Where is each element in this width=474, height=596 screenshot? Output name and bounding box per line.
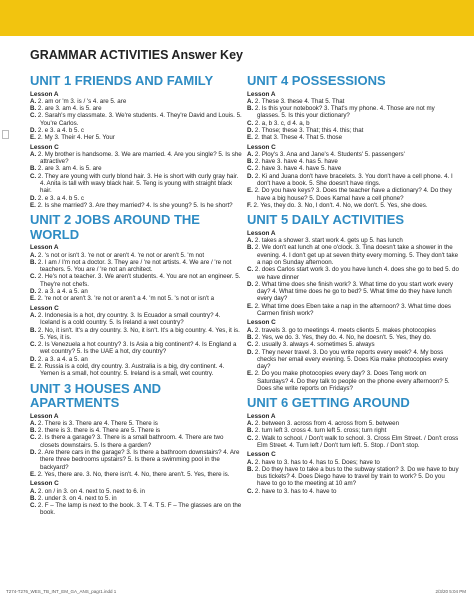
exercise-letter: C. — [30, 112, 37, 120]
answer-row — [247, 334, 459, 341]
lesson-label: Lesson A — [247, 90, 276, 98]
answer-row — [247, 349, 459, 371]
exercise-letter: B. — [30, 258, 37, 266]
answer-row — [30, 434, 242, 449]
lesson-label: Lesson A — [247, 412, 276, 420]
exercise-letter: B. — [30, 326, 37, 334]
exercise-letter: E. — [30, 363, 36, 370]
answer-text: 2. there is 3. there is 4. There are 5. There is — [37, 427, 161, 435]
answer-row — [30, 288, 242, 295]
exercise-letter: C. — [247, 434, 254, 442]
answer-text: 2. have 3. have 4. have 5. have — [254, 165, 342, 173]
answer-row — [30, 495, 242, 502]
answer-text: 2. Is this your notebook? 3. That's my phone. 4. Those are not my glasses. 5. Is this your dictionary? — [254, 105, 435, 120]
answer-text: 2. usually 3. always 4. sometimes 5. always — [254, 341, 375, 349]
exercise-letter: A. — [30, 251, 37, 259]
answer-text: 2. Is she married? 3. Are they married? 4. Is she young? 5. Is he short? — [37, 201, 233, 209]
answer-text: 2. between 3. across from 4. across from 5. between — [254, 420, 400, 428]
exercise-letter: A. — [247, 458, 254, 466]
answer-row — [30, 112, 242, 127]
answer-text: 2. We don't eat lunch at one o'clock. 3. Tina doesn't take a shower in the evening. 4. I don't get up at seven thirty every morning. 5. They don't take a nap on Sunday afternoon. — [254, 244, 459, 266]
exercise-letter: B. — [247, 333, 254, 341]
answer-row — [247, 98, 459, 105]
exercise-letter: E. — [30, 295, 36, 303]
answer-text: 2. Yes, there are. 3. No, there isn't. 4. No, there aren't. 5. Yes, there is. — [37, 470, 230, 478]
answer-text: 2. Sarah's my classmate. 3. We're students. 4. They're David and Louis. 5. You're Carlos. — [37, 112, 242, 127]
answer-text: 2. am or 'm 3. is / 's 4. are 5. are — [37, 97, 127, 105]
exercise-letter: D. — [247, 280, 254, 288]
lesson-label: Lesson A — [30, 90, 59, 98]
answer-text: 2. Do you have keys? 3. Does the teacher have a dictionary? 4. Do they have a big house? 5. Does Kamal have a cell phone? — [254, 187, 452, 202]
footer-file-name: T274-T276_WES_TB_INT_EM_GA_ANS_pagr1.indd 1 — [6, 589, 117, 594]
unit-heading: UNIT 5 DAILY ACTIVITIES — [247, 212, 404, 228]
exercise-letter: D. — [30, 449, 37, 457]
answer-row — [247, 120, 459, 127]
answer-row — [30, 105, 242, 112]
unit-heading: UNIT 4 POSSESSIONS — [247, 73, 386, 88]
exercise-letter: A. — [247, 420, 254, 428]
answer-row — [30, 312, 242, 327]
answer-text: 2. takes a shower 3. start work 4. gets up 5. has lunch — [254, 237, 403, 245]
exercise-letter: E. — [247, 134, 253, 142]
answer-row — [247, 435, 459, 450]
answer-text: 2. a 3. a 4. a 5. an — [37, 288, 88, 296]
exercise-letter: D. — [30, 355, 37, 363]
exercise-letter: A. — [30, 150, 37, 158]
exercise-letter: C. — [30, 502, 37, 510]
exercise-letter: E. — [30, 470, 36, 478]
unit-heading: UNIT 3 HOUSES AND APARTMENTS — [30, 380, 161, 411]
answer-row — [30, 341, 242, 356]
answer-text: 2. He's not a teacher. 3. We aren't students. 4. You are not an engineer. 5. They're not chefs. — [37, 273, 241, 288]
answer-text: 2. My 3. Their 4. Her 5. Your — [37, 134, 115, 142]
answer-row — [30, 202, 242, 209]
exercise-letter: E. — [247, 370, 253, 378]
exercise-letter: C. — [247, 487, 254, 495]
answer-text: 2. What time does she finish work? 3. What time do you start work every day? 4. What time does he go to bed? 5. What time do they have lunch every day? — [254, 280, 454, 303]
lesson-label: Lesson C — [247, 143, 276, 151]
answer-text: 2. Those; these 3. That; this 4. this; that — [254, 126, 364, 134]
exercise-letter: D. — [30, 288, 37, 296]
registration-mark — [2, 130, 9, 139]
answer-text: 2. Do you make photocopies every day? 3. Does Teng work on Saturdays? 4. Do they talk to people on the phone every afternoon? 5. Does she write reports on Fridays? — [254, 370, 450, 392]
answer-text: 2. under 3. on 4. next to 5. in — [37, 494, 117, 502]
exercise-letter: C. — [247, 119, 254, 127]
answer-text: 2. have to 3. has to 4. has to 5. Does; have to — [254, 458, 380, 466]
exercise-letter: C. — [247, 341, 254, 349]
answer-row — [247, 244, 459, 266]
exercise-letter: C. — [247, 165, 254, 173]
answer-text: 2. travels 3. go to meetings 4. meets clients 5. makes photocopies — [254, 326, 436, 334]
answer-row — [247, 303, 459, 318]
answer-row — [30, 127, 242, 134]
answer-row — [247, 459, 459, 466]
answer-row — [247, 105, 459, 120]
exercise-letter: E. — [247, 302, 253, 310]
answer-text: 2. have 3. have 4. has 5. have — [254, 158, 338, 166]
unit-heading: UNIT 6 GETTING AROUND — [247, 395, 410, 411]
answer-text: 2. 's not or isn't 3. 're not or aren't 4. 're not or aren't 5. 'm not — [37, 251, 205, 259]
exercise-letter: F. — [247, 201, 252, 209]
answer-row — [247, 187, 459, 202]
exercise-letter: D. — [247, 172, 254, 180]
answer-row — [30, 502, 242, 517]
answer-row — [30, 252, 242, 259]
answer-text: 2. My brother is handsome. 3. We are married. 4. Are you single? 5. Is she attractive? — [37, 150, 242, 166]
answer-text: 2. 're not or aren't 3. 're not or aren't a 4. 'm not 5. 's not or isn't a — [37, 295, 215, 303]
lesson-label: Lesson C — [247, 319, 276, 327]
answer-row — [30, 259, 242, 274]
answer-row — [247, 127, 459, 134]
lesson-label: Lesson C — [30, 480, 59, 488]
answer-text: 2. No, it isn't. It's a dry country. 3. No, it isn't. It's a big country. 4. Yes, it is. 5. Yes, it is. — [37, 326, 240, 341]
answer-row — [30, 327, 242, 342]
exercise-letter: A. — [247, 237, 254, 245]
answer-text: 2. are 3. am 4. is 5. are — [37, 165, 102, 173]
answer-row — [30, 151, 242, 166]
exercise-letter: C. — [30, 172, 37, 180]
exercise-letter: C. — [30, 341, 37, 349]
answer-row — [247, 134, 459, 141]
exercise-letter: B. — [247, 158, 254, 166]
answer-row — [247, 151, 459, 158]
answer-text: 2. turn left 3. cross 4. turn left 5. cross; turn right — [254, 427, 387, 435]
answer-text: 2. that 3. These 4. That 5. those — [254, 134, 343, 142]
exercise-letter: A. — [247, 326, 254, 334]
answer-row — [30, 165, 242, 172]
exercise-letter: E. — [247, 187, 253, 195]
answer-text: 2. Walk to school. / Don't walk to school. 3. Cross Elm Street. / Don't cross Elm Street. 4. Turn left / Don't turn left. 5. Stop. / Don't stop. — [254, 434, 459, 449]
exercise-letter: C. — [247, 266, 254, 274]
answer-text: 2. e 3. a 4. b 5. c — [37, 194, 85, 202]
exercise-letter: B. — [30, 427, 37, 435]
top-color-band — [0, 0, 474, 36]
answer-row — [30, 195, 242, 202]
answer-text: 2. Yes, we do. 3. Yes, they do. 4. No, he doesn't. 5. Yes, they do. — [254, 333, 432, 341]
right-column — [247, 70, 459, 495]
answer-row — [247, 488, 459, 495]
answer-row — [30, 471, 242, 478]
answer-row — [30, 273, 242, 288]
answer-row — [247, 165, 459, 172]
answer-row — [247, 370, 459, 392]
lesson-label: Lesson C — [247, 451, 276, 459]
answer-text: 2. are 3. am 4. is 5. are — [37, 105, 102, 113]
answer-text: 2. Are there cars in the garage? 3. Is there a bathroom downstairs? 4. Are there three bedrooms upstairs? 5. Is there a swimming pool in the backyard? — [37, 449, 240, 471]
answer-text: 2. Ploy's 3. Ana and Jane's 4. Students' 5. passengers' — [254, 150, 405, 158]
answer-row — [247, 281, 459, 303]
answer-text: 2. F – The lamp is next to the book. 3. T 4. T 5. F – The glasses are on the book. — [37, 502, 242, 517]
lesson-label: Lesson C — [30, 143, 59, 151]
answer-row — [30, 356, 242, 363]
answer-row — [247, 420, 459, 427]
answer-text: 2. have to 3. has to 4. have to — [254, 487, 337, 495]
exercise-letter: C. — [30, 273, 37, 281]
exercise-letter: B. — [247, 244, 254, 252]
answer-row — [30, 363, 242, 378]
answer-text: 2. They never travel. 3. Do you write reports every week? 4. My boss checks her email every evening. 5. Does Kia make photocopies every day? — [254, 348, 448, 371]
answer-text: 2. These 3. these 4. That 5. That — [254, 97, 345, 105]
exercise-letter: B. — [247, 465, 254, 473]
answer-text: 2. e 3. a 4. b 5. c — [37, 126, 85, 134]
answer-row — [247, 237, 459, 244]
unit-heading: UNIT 1 FRIENDS AND FAMILY — [30, 73, 214, 88]
answer-row — [247, 266, 459, 281]
exercise-letter: A. — [247, 97, 254, 105]
answer-row — [247, 327, 459, 334]
page-title: GRAMMAR ACTIVITIES Answer Key — [30, 48, 243, 62]
answer-row — [30, 427, 242, 434]
exercise-letter: B. — [30, 494, 37, 502]
lesson-label: Lesson C — [30, 304, 59, 312]
answer-text: 2. Do they have to take a bus to the subway station? 3. Do we have to buy bus tickets? 4. Does Diego have to travel by train to work? 5. Do you have to go to the meeting at 10 am? — [254, 465, 459, 488]
footer-timestamp: 2/3/20 5:04 PM — [435, 589, 466, 594]
answer-text: 2. Indonesia is a hot, dry country. 3. Is Ecuador a small country? 4. Iceland is a cold country. 5. Is Ireland a wet country? — [37, 311, 221, 327]
answer-row — [247, 466, 459, 488]
answer-text: 2. Russia is a cold, dry country. 3. Australia is a big, dry continent. 4. Yemen is a small, hot country. 5. Ireland is a small, wet country. — [37, 363, 225, 378]
exercise-letter: D. — [247, 348, 254, 356]
exercise-letter: D. — [30, 126, 37, 134]
answer-row — [30, 98, 242, 105]
answer-row — [30, 488, 242, 495]
answer-row — [30, 420, 242, 427]
exercise-letter: D. — [247, 126, 254, 134]
answer-text: 2. I am / I'm not a doctor. 3. They are / 're not artists. 4. We are / 're not teachers. 5. You are / 're not an architect. — [37, 258, 232, 274]
answer-text: 2. Ki and Juana don't have bracelets. 3. You don't have a cell phone. 4. I don't have a book. 5. She doesn't have rings. — [254, 172, 453, 188]
exercise-letter: C. — [30, 434, 37, 442]
exercise-letter: B. — [30, 165, 37, 173]
exercise-letter: B. — [30, 105, 37, 113]
exercise-letter: B. — [247, 427, 254, 435]
answer-text: 2. There is 3. There are 4. There 5. There is — [37, 419, 158, 427]
answer-text: 2. Yes, they do. 3. No, I don't. 4. No, we don't. 5. Yes, she does. — [253, 201, 428, 209]
answer-text: 2. does Carlos start work 3. do you have lunch 4. does she go to bed 5. do we have dinner — [254, 266, 459, 281]
exercise-letter: A. — [30, 419, 37, 427]
answer-text: 2. They are young with curly blond hair. 3. He is short with curly gray hair. 4. Anita is tall with wavy black hair. 5. Teng is young with straight black hair. — [37, 172, 239, 195]
answer-text: 2. a 3. a 4. a 5. an — [37, 355, 88, 363]
answer-text: 2. Is Venezuela a hot country? 3. Is Asia a big continent? 4. Is England a wet country? 5. Is the UAE a hot, dry country? — [37, 341, 237, 356]
answer-text: 2. a, b 3. c, d 4. a, b — [254, 119, 310, 127]
lesson-label: Lesson A — [30, 412, 59, 420]
exercise-letter: D. — [30, 194, 37, 202]
answer-row — [247, 427, 459, 434]
answer-text: 2. Is there a garage? 3. There is a small bathroom. 4. There are two closets downstairs. 5. Is there a garden? — [37, 434, 224, 449]
answer-text: 2. What time does Eben take a nap in the afternoon? 3. What time does Carmen finish work? — [254, 302, 451, 318]
answer-row — [30, 173, 242, 195]
exercise-letter: B. — [247, 105, 254, 113]
unit-heading: UNIT 2 JOBS AROUND THE WORLD — [30, 212, 200, 242]
lesson-label: Lesson A — [247, 229, 276, 237]
exercise-letter: A. — [30, 487, 37, 495]
answer-row — [30, 449, 242, 471]
exercise-letter: A. — [30, 311, 37, 319]
exercise-letter: A. — [30, 97, 37, 105]
answer-row — [247, 173, 459, 188]
exercise-letter: E. — [30, 201, 36, 209]
answer-row — [247, 341, 459, 348]
exercise-letter: E. — [30, 134, 36, 142]
left-column — [30, 70, 242, 517]
lesson-label: Lesson A — [30, 244, 59, 252]
answer-row — [247, 202, 459, 209]
exercise-letter: A. — [247, 150, 254, 158]
answer-text: 2. on / in 3. on 4. next to 5. next to 6. in — [37, 487, 145, 495]
answer-row — [247, 158, 459, 165]
answer-row — [30, 134, 242, 141]
answer-row — [30, 295, 242, 302]
